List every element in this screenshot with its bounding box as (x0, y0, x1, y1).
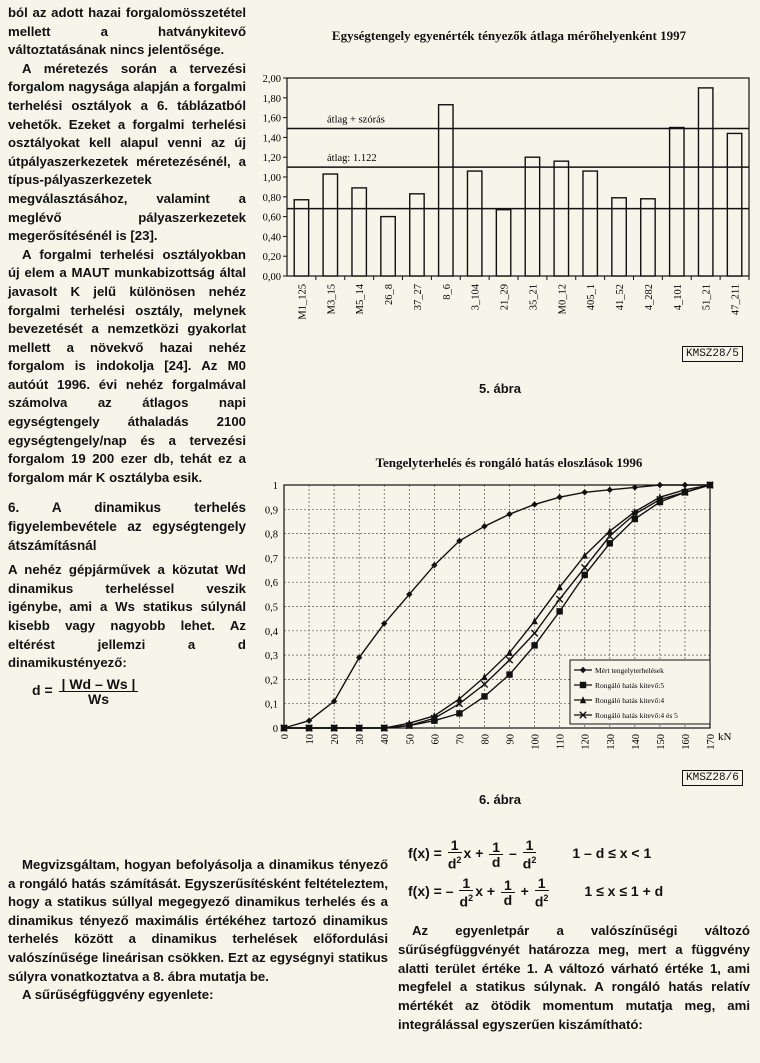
x-tick-label: 140 (630, 734, 642, 750)
x-tick-label: M0_12 (557, 284, 569, 315)
x-tick-label: 405_1 (586, 284, 598, 311)
x-tick-label: 37_27 (412, 284, 424, 311)
x-tick-label: 8_6 (441, 284, 453, 300)
bottom-paragraph-1: Megvizsgáltam, hogyan befolyásolja a dinamikus tényező a rongáló hatás számítását. Egyszerűsítésként feltételeztem, hogy a statikus súllyal megegyező dinamikus terhelés és a dinamikus tényező maximális értékéhez tartozó dinamikus terhelés között a dinamikus terhelések előfordulási valószínűsége lineárisan csökken. Ezt az egységnyi statikus súlyra vonatkoztatva a 8. ábra mutatja be. (8, 857, 388, 984)
paragraph-2: A méretezés során a tervezési forgalom nagysága alapján a forgalmi terhelési osztályok a 6. táblázatból vehetők. Ezeket a forgalmi terhelési osztályokat kell alapul venni az új útpályaszerkezetek méretezésénél, a típus-pályaszerkezetek megválasztásához, valamint a meglévő pályaszerkezetek megerősítésénél is [23]. (8, 60, 246, 244)
eq2-lhs: f(x) = – (408, 883, 454, 900)
x-tick-label: 3_104 (470, 284, 482, 311)
x-tick-label: 80 (480, 734, 492, 745)
x-tick-label: 26_8 (384, 284, 396, 305)
bar (583, 171, 597, 276)
x-tick-label: 10 (305, 734, 317, 745)
data-point (531, 642, 537, 648)
bottom-paragraph-3: Az egyenletpár a valószínűségi változó sűrűségfüggvényét határozza meg, mert a függvény alatti terület értéke 1. A változó várható értéke 1, ami megfelel a statikus súlynak. A rongáló hatás relatív mértékét az ötödik momentum mutatja meg, ami integrálással egyszerűen kiszámítható: (398, 923, 750, 1032)
x-tick-label: 30 (355, 734, 367, 745)
chart2-title: Tengelyterhelés és rongáló hatás eloszlások 1996 (375, 455, 643, 470)
figure5-stamp: KMSZ28/5 (682, 346, 743, 362)
x-tick-label: 130 (605, 734, 617, 750)
chart1-title: Egységtengely egyenérték tényezők átlaga mérőhelyenként 1997 (331, 28, 687, 43)
reference-line-label: átlag + szórás (327, 114, 385, 126)
formula-fraction (59, 677, 139, 706)
figure5-caption: 5. ábra (479, 381, 521, 396)
eq1-lhs: f(x) = (408, 845, 442, 862)
x-tick-label: 120 (580, 734, 592, 750)
y-tick-label: 1,40 (262, 133, 281, 145)
y-tick-label: 1,20 (262, 153, 281, 165)
eq1-condition: 1 – d ≤ x < 1 (572, 845, 652, 862)
paragraph-4: A nehéz gépjárművek a közutat Wd dinamikus terheléssel veszik igénybe, ami a Ws statikus súlynál kisebb vagy nagyobb lehet. Az eltérést jellemzi a d dinamikustényező: (8, 562, 246, 671)
reference-line-label: átlag: 1.122 (327, 153, 377, 165)
bar (496, 210, 510, 276)
x-tick-label: 150 (655, 734, 667, 750)
x-tick-label: 110 (555, 734, 567, 750)
y-tick-label: 1,80 (262, 93, 281, 105)
x-tick-label: 35_21 (528, 284, 540, 311)
x-unit-label: kN (718, 731, 732, 743)
bottom-paragraph-2: A sűrűségfüggvény egyenlete: (22, 987, 214, 1003)
data-point (481, 693, 487, 699)
data-point (657, 482, 663, 488)
y-tick-label: 2,00 (262, 74, 281, 85)
paragraph-3: A forgalmi terhelési osztályokban új elem a MAUT munkabizottság által javasolt K jelű különösen nehéz forgalmi terhelési osztály, melynek bevezetését a nemzetközi gyakorlat mellett a növekvő hazai nehéz forgalom is indokolja [24]. Az M0 autóút 1996. évi nehéz forgalmával számolva az átlagos napi egységtengely áthaladás 2100 egységtengely/nap és a tervezési forgalom 19 200 ezer db, tehát ez a forgalom már K osztályba esik. (8, 246, 246, 485)
legend-label: Rongáló hatás kitevő:4 (595, 696, 665, 705)
x-tick-label: 47_211 (730, 284, 742, 316)
equation-2: f(x) = – $\frac{1}{d^2}$ x + $\frac{1}{d}$ + $\frac{1}{d^2}$ 1 ≤ x ≤ 1 + d (408, 875, 664, 910)
y-tick-label: 0,8 (264, 529, 278, 541)
y-tick-label: 0,40 (262, 232, 281, 244)
x-tick-label: M1_125 (297, 284, 309, 320)
data-point (607, 540, 613, 546)
data-point (456, 710, 462, 716)
data-point (556, 494, 562, 500)
x-tick-label: 21_29 (499, 284, 511, 311)
bar (554, 161, 568, 276)
x-tick-label: 20 (330, 734, 342, 745)
bar (670, 128, 684, 277)
bottom-right-text (398, 922, 750, 1035)
data-point (481, 523, 487, 529)
section-heading: 6. A dinamikus terhelés figyelembevétele az egységtengely átszámításnál (8, 500, 246, 553)
data-point (531, 501, 537, 507)
x-tick-label: 0 (280, 734, 291, 740)
data-point (556, 608, 562, 614)
data-point (582, 489, 588, 495)
y-tick-label: 0,3 (264, 651, 278, 663)
figure6-caption: 6. ábra (479, 792, 521, 807)
y-tick-label: 0,7 (264, 553, 278, 565)
y-tick-label: 0,60 (262, 212, 281, 224)
y-tick-label: 1 (272, 481, 278, 492)
bar-chart (250, 60, 755, 350)
x-tick-label: 4_101 (672, 284, 684, 311)
bar (439, 105, 453, 276)
x-tick-label: M5_14 (355, 284, 367, 315)
x-tick-label: 41_52 (615, 284, 627, 311)
bar (323, 174, 337, 276)
data-point (506, 511, 512, 517)
legend-marker (580, 682, 586, 688)
bar (727, 133, 741, 276)
eq2-condition: 1 ≤ x ≤ 1 + d (584, 883, 664, 900)
data-point (607, 487, 613, 493)
y-tick-label: 1,00 (262, 173, 281, 184)
x-tick-label: 100 (530, 734, 542, 750)
x-tick-label: 90 (505, 734, 517, 745)
paragraph-1: ból az adott hazai forgalomösszetétel mellett a hatványkitevő változtatásának nincs jelentősége. (8, 5, 246, 58)
data-point (506, 671, 512, 677)
x-tick-label: 51_21 (701, 284, 713, 311)
d-formula (32, 677, 246, 706)
legend-label: Rongáló hatás kitevő:5 (595, 681, 665, 690)
left-column (8, 4, 246, 706)
legend-label: Mért tengelyterhelések (595, 666, 664, 675)
y-tick-label: 0,5 (264, 602, 278, 614)
x-tick-label: 60 (430, 734, 442, 745)
y-tick-label: 0 (272, 724, 278, 735)
bottom-left-text (8, 856, 388, 1005)
bar (410, 194, 424, 276)
y-tick-label: 0,9 (264, 505, 278, 517)
line-chart (250, 475, 755, 760)
bar (698, 88, 712, 276)
bar (381, 217, 395, 276)
equation-1: f(x) = $\frac{1}{d^2}$ x + $\frac{1}{d}$ – $\frac{1}{d^2}$ 1 – d ≤ x < 1 (408, 837, 652, 872)
figure6-stamp: KMSZ28/6 (682, 770, 743, 786)
x-tick-label: 4_282 (643, 284, 655, 311)
y-tick-label: 0,1 (264, 699, 278, 711)
legend-label: Rongáló hatás kitevő:4 és 5 (595, 711, 678, 720)
x-tick-label: M3_15 (326, 284, 338, 315)
y-tick-label: 0,6 (264, 578, 278, 590)
x-tick-label: 160 (680, 734, 692, 750)
y-tick-label: 0,00 (262, 272, 281, 283)
bar (294, 200, 308, 276)
bar (612, 198, 626, 276)
formula-numerator: | Wd – Ws | (59, 677, 139, 692)
formula-lhs: d = (32, 681, 53, 698)
y-tick-label: 0,2 (264, 675, 278, 687)
data-point (582, 572, 588, 578)
bar (525, 157, 539, 276)
bar (641, 199, 655, 276)
x-tick-label: 70 (455, 734, 467, 745)
y-tick-label: 0,20 (262, 252, 281, 264)
y-tick-label: 0,4 (264, 626, 278, 638)
bar (352, 188, 366, 276)
bar (467, 171, 481, 276)
y-tick-label: 0,80 (262, 192, 281, 204)
formula-denominator: Ws (87, 690, 109, 707)
x-tick-label: 170 (706, 734, 717, 750)
x-tick-label: 40 (380, 734, 392, 745)
y-tick-label: 1,60 (262, 113, 281, 125)
x-tick-label: 50 (405, 734, 417, 745)
